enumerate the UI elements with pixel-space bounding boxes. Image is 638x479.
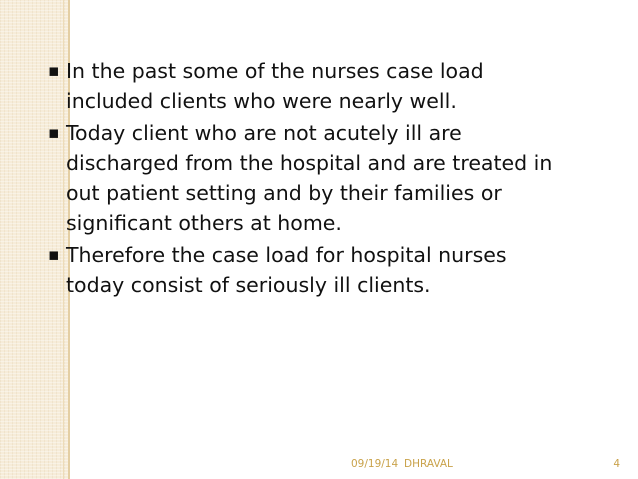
bullet-line: Today client who are not acutely ill are bbox=[66, 121, 462, 145]
bullet-line: Therefore the case load for hospital nurses bbox=[66, 243, 507, 267]
bullet-line: today consist of seriously ill clients. bbox=[66, 273, 431, 297]
bullet-square-icon: ▪ bbox=[48, 245, 60, 265]
bullet-line: In the past some of the nurses case load bbox=[66, 59, 484, 83]
bullet-item bbox=[48, 56, 633, 116]
footer-page-number: 4 bbox=[613, 458, 620, 470]
bullet-square-icon: ▪ bbox=[48, 61, 60, 81]
bullet-line: discharged from the hospital and are treated in bbox=[66, 151, 553, 175]
bullet-square-icon: ▪ bbox=[48, 123, 60, 143]
slide-footer bbox=[0, 451, 638, 479]
bullet-line: out patient setting and by their families or bbox=[66, 181, 502, 205]
bullet-list bbox=[48, 56, 633, 302]
bullet-item bbox=[48, 118, 633, 238]
footer-date: 09/19/14 bbox=[351, 458, 399, 470]
bullet-item bbox=[48, 240, 633, 300]
footer-author: DHRAVAL bbox=[404, 458, 453, 470]
bullet-line: significant others at home. bbox=[66, 211, 342, 235]
bullet-line: included clients who were nearly well. bbox=[66, 89, 457, 113]
